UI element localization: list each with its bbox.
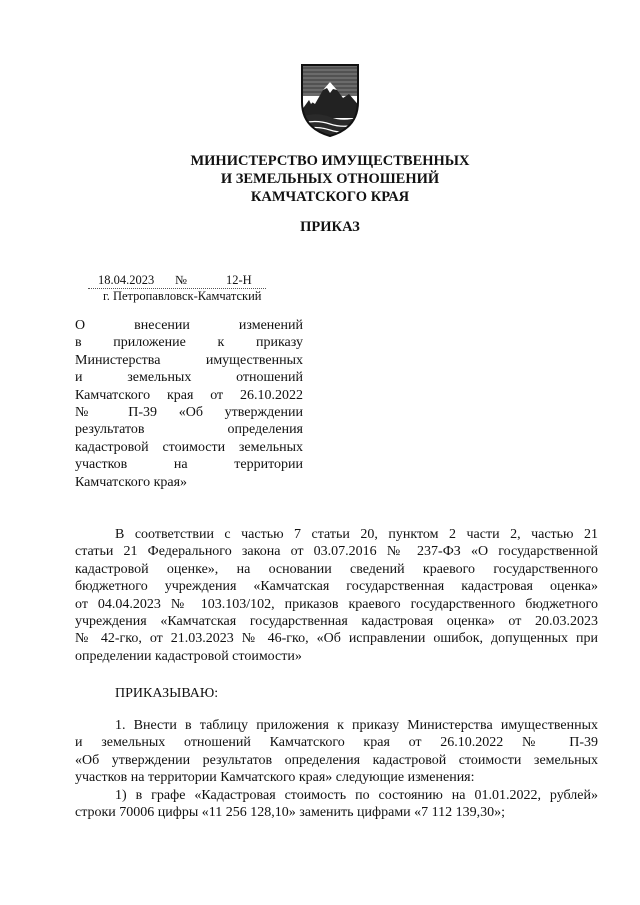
preamble-paragraph: В соответствии с частью 7 статьи 20, пунктом 2 части 2, частью 21 статьи 21 Федерального закона от 03.07.2016 № 237-ФЗ «О государственной кадастровой оценке», на основании сведений краевого государственного бюджетного учреждения «Камчатская государственная кадастровая оценка» от 04.04.2023 № 103.103/102, приказов краевого государственного бюджетного учреждения «Камчатская государственная кадастровая оценка» от 20.03.2023 № 42-гко, от 21.03.2023 № 46-гко, «Об исправлении ошибок, допущенных при определении кадастровой стоимости» xyxy=(75,527,598,664)
ministry-name: МИНИСТЕРСТВО ИМУЩЕСТВЕННЫХ И ЗЕМЕЛЬНЫХ ОТНОШЕНИЙ КАМЧАТСКОГО КРАЯ xyxy=(190,153,470,205)
document-number: 12-Н xyxy=(226,273,252,287)
document-city: г. Петропавловск-Камчатский xyxy=(103,289,262,303)
document-subject: О внесении изменений в приложение к приказу Министерства имущественных и земельных отношений Камчатского края от 26.10.2022 № П-39 «Об утверждении результатов определения кадастровой стоимости земельных участков на территории Камчатского края» xyxy=(75,318,303,490)
document-type: ПРИКАЗ xyxy=(300,219,360,235)
kamchatka-emblem-icon xyxy=(299,62,361,138)
item-1-paragraph: 1. Внести в таблицу приложения к приказу Министерства имущественных и земельных отношений Камчатского края от 26.10.2022 № П-39 «Об утверждении результатов определения кадастровой стоимости земельных участков на территории Камчатского края» следующие изменения: xyxy=(75,718,598,786)
number-sign: № xyxy=(175,273,187,287)
order-word: ПРИКАЗЫВАЮ: xyxy=(115,686,219,701)
item-1-1-paragraph: 1) в графе «Кадастровая стоимость по состоянию на 01.01.2022, рублей» строки 70006 цифры «11 256 128,10» заменить цифрами «7 112 139,30»; xyxy=(75,788,598,821)
document-date-number-line xyxy=(88,272,266,289)
document-date: 18.04.2023 xyxy=(98,273,155,287)
